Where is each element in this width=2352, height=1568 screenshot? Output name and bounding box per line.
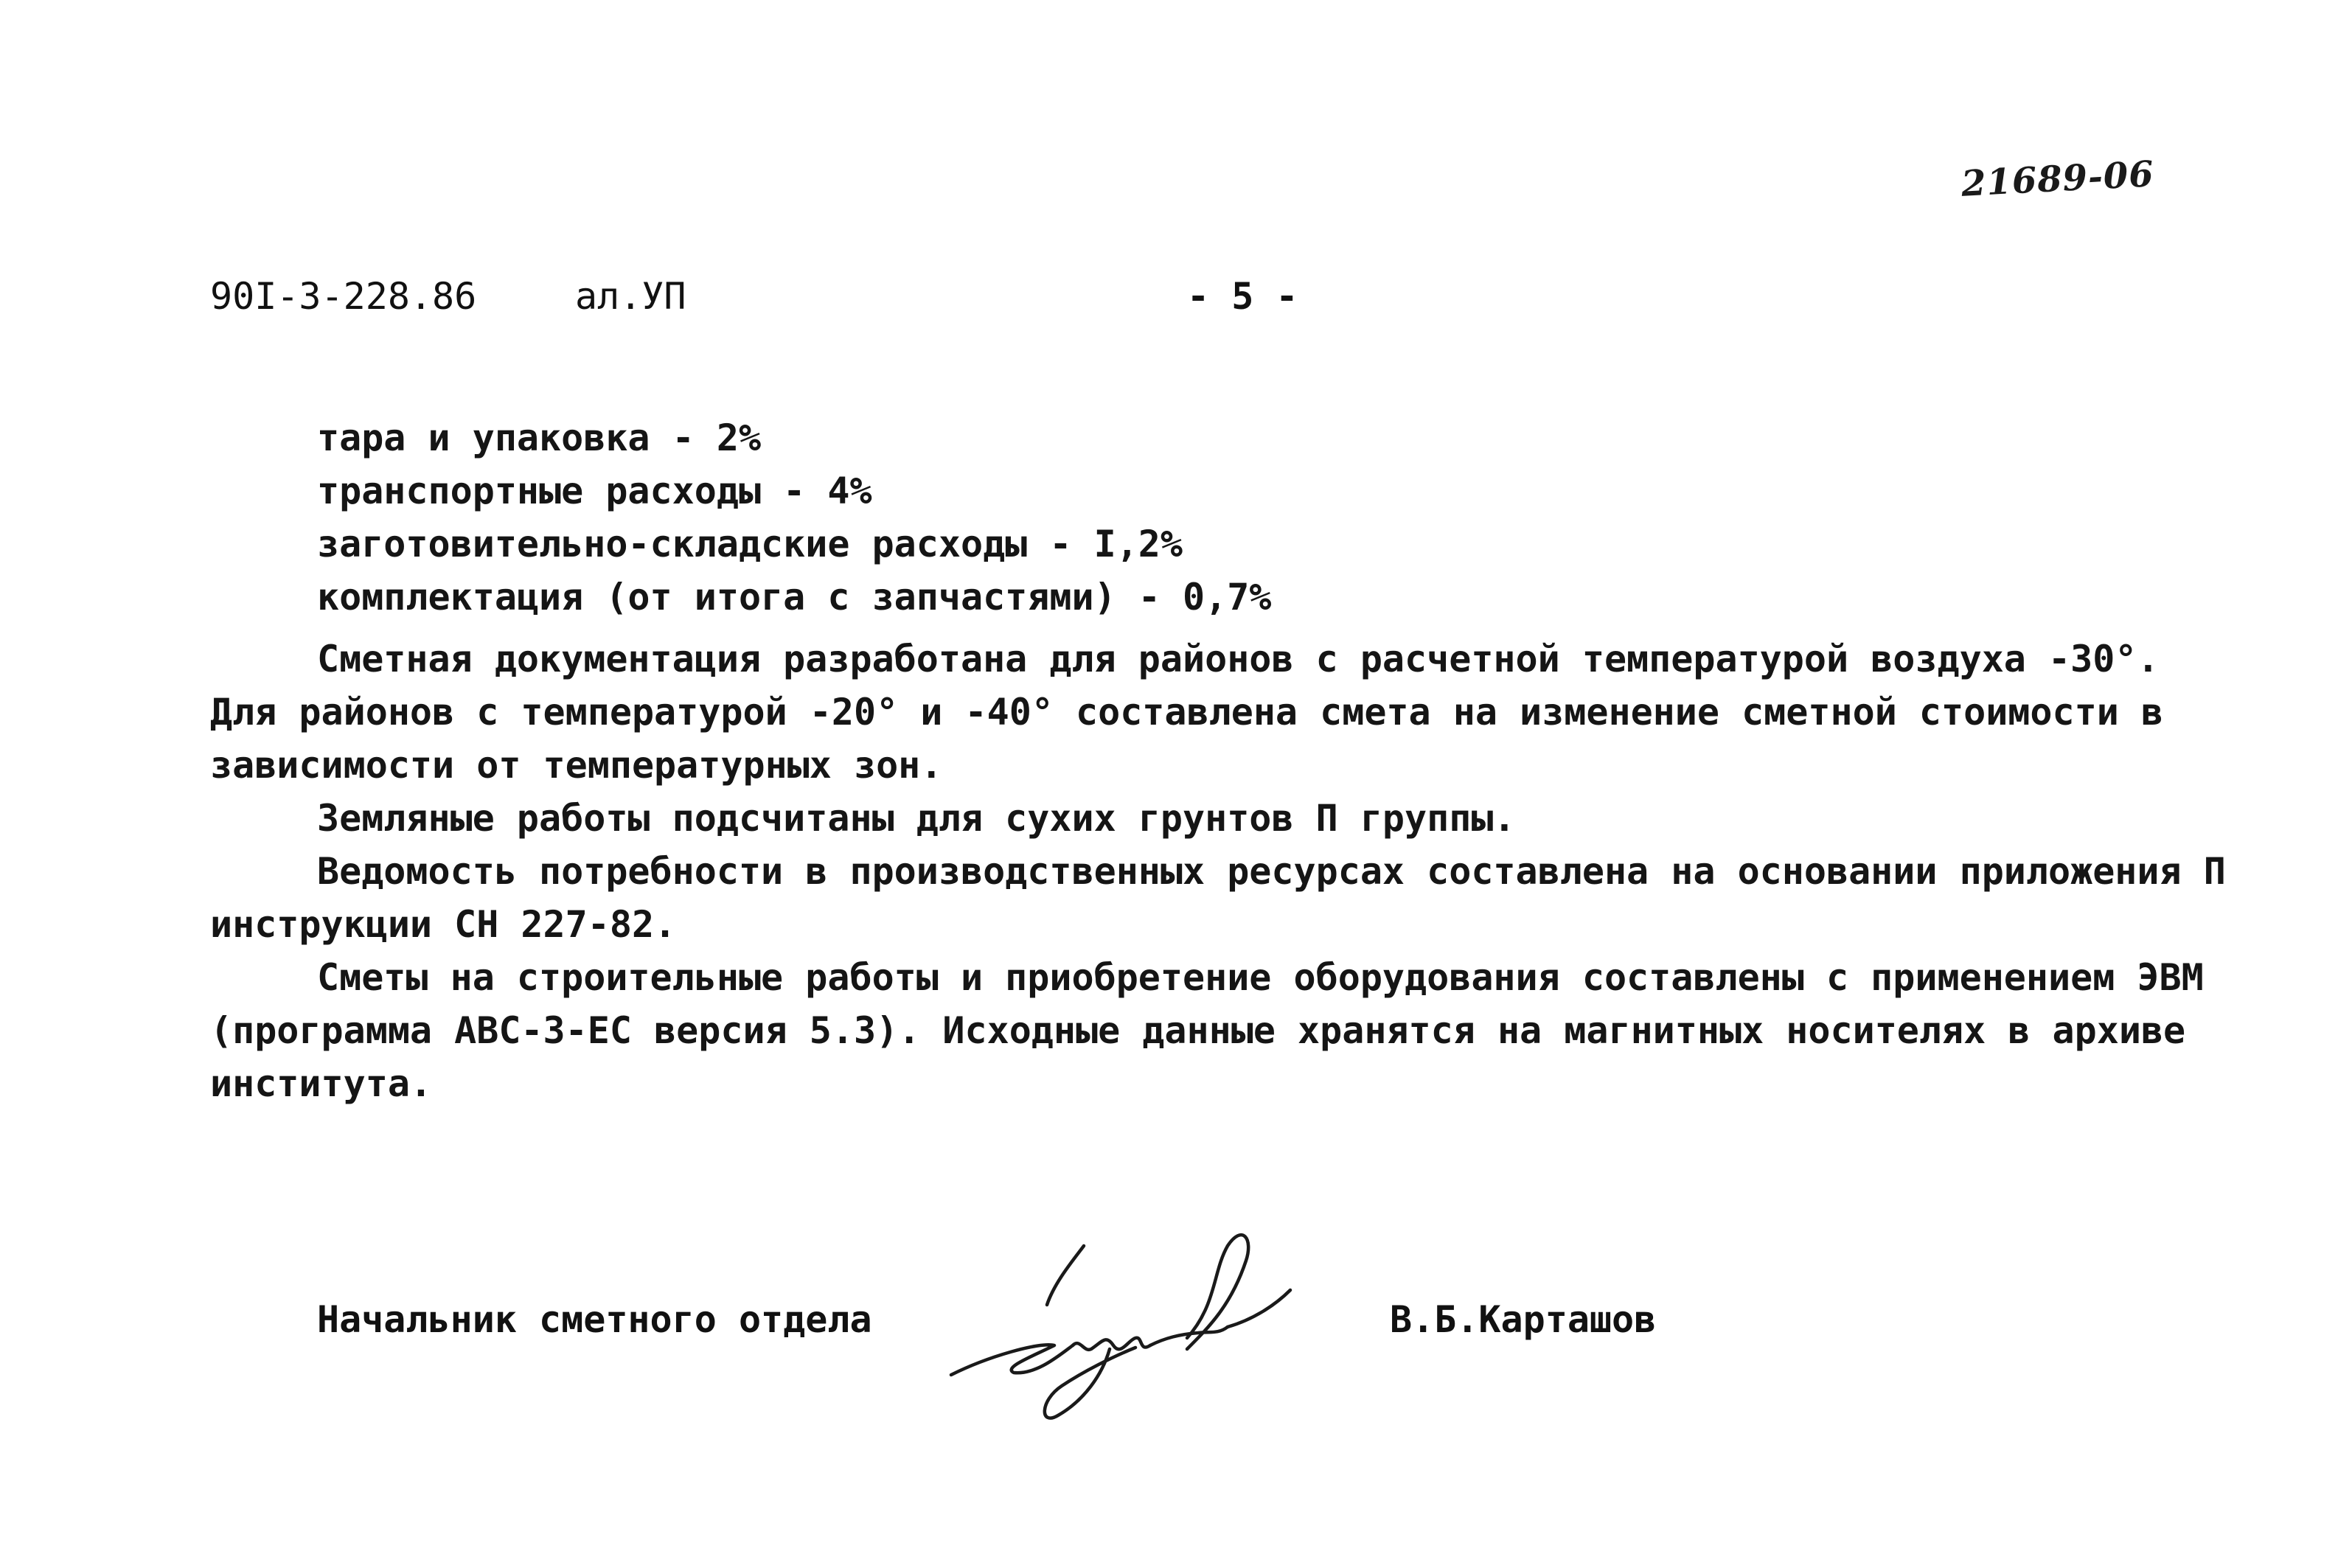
handwritten-signature xyxy=(944,1216,1312,1430)
cost-item: тара и упаковка - 2% xyxy=(317,417,762,459)
cost-item: транспортные расходы - 4% xyxy=(317,470,872,512)
paragraph-line: Сметы на строительные работы и приобретение оборудования составлены с применением ЭВМ xyxy=(317,956,2204,999)
document-body xyxy=(210,411,2226,1110)
cost-item: заготовительно-складские расходы - I,2% xyxy=(317,523,1183,565)
paragraph-line: Ведомость потребности в производственных ресурсах составлена на основании приложения П xyxy=(317,850,2226,893)
paragraph-line: института. xyxy=(210,1062,433,1105)
cost-item: комплектация (от итога с запчастями) - 0,7% xyxy=(317,576,1272,619)
archive-stamp: 21689-06 xyxy=(1960,153,2156,205)
paragraph-line: Земляные работы подсчитаны для сухих грунтов П группы. xyxy=(317,797,1516,840)
signatory-title: Начальник сметного отдела xyxy=(317,1298,872,1341)
sheet-label: ал.УП xyxy=(575,275,686,318)
page-number: - 5 - xyxy=(1187,275,1298,318)
signatory-name: В.Б.Карташов xyxy=(1390,1298,1657,1341)
paragraph-line: (программа АВС-3-ЕС версия 5.3). Исходные данные хранятся на магнитных носителях в архиве xyxy=(210,1009,2186,1052)
document-code: 90I-3-228.86 xyxy=(210,275,477,318)
paragraph-line: зависимости от температурных зон. xyxy=(210,744,943,787)
paragraph-line: инструкции СН 227-82. xyxy=(210,903,677,946)
paragraph-line: Для районов с температурой -20° и -40° составлена смета на изменение сметной стоимости в xyxy=(210,691,2164,734)
paragraph-line: Сметная документация разработана для районов с расчетной температурой воздуха -30°. xyxy=(317,638,2160,680)
